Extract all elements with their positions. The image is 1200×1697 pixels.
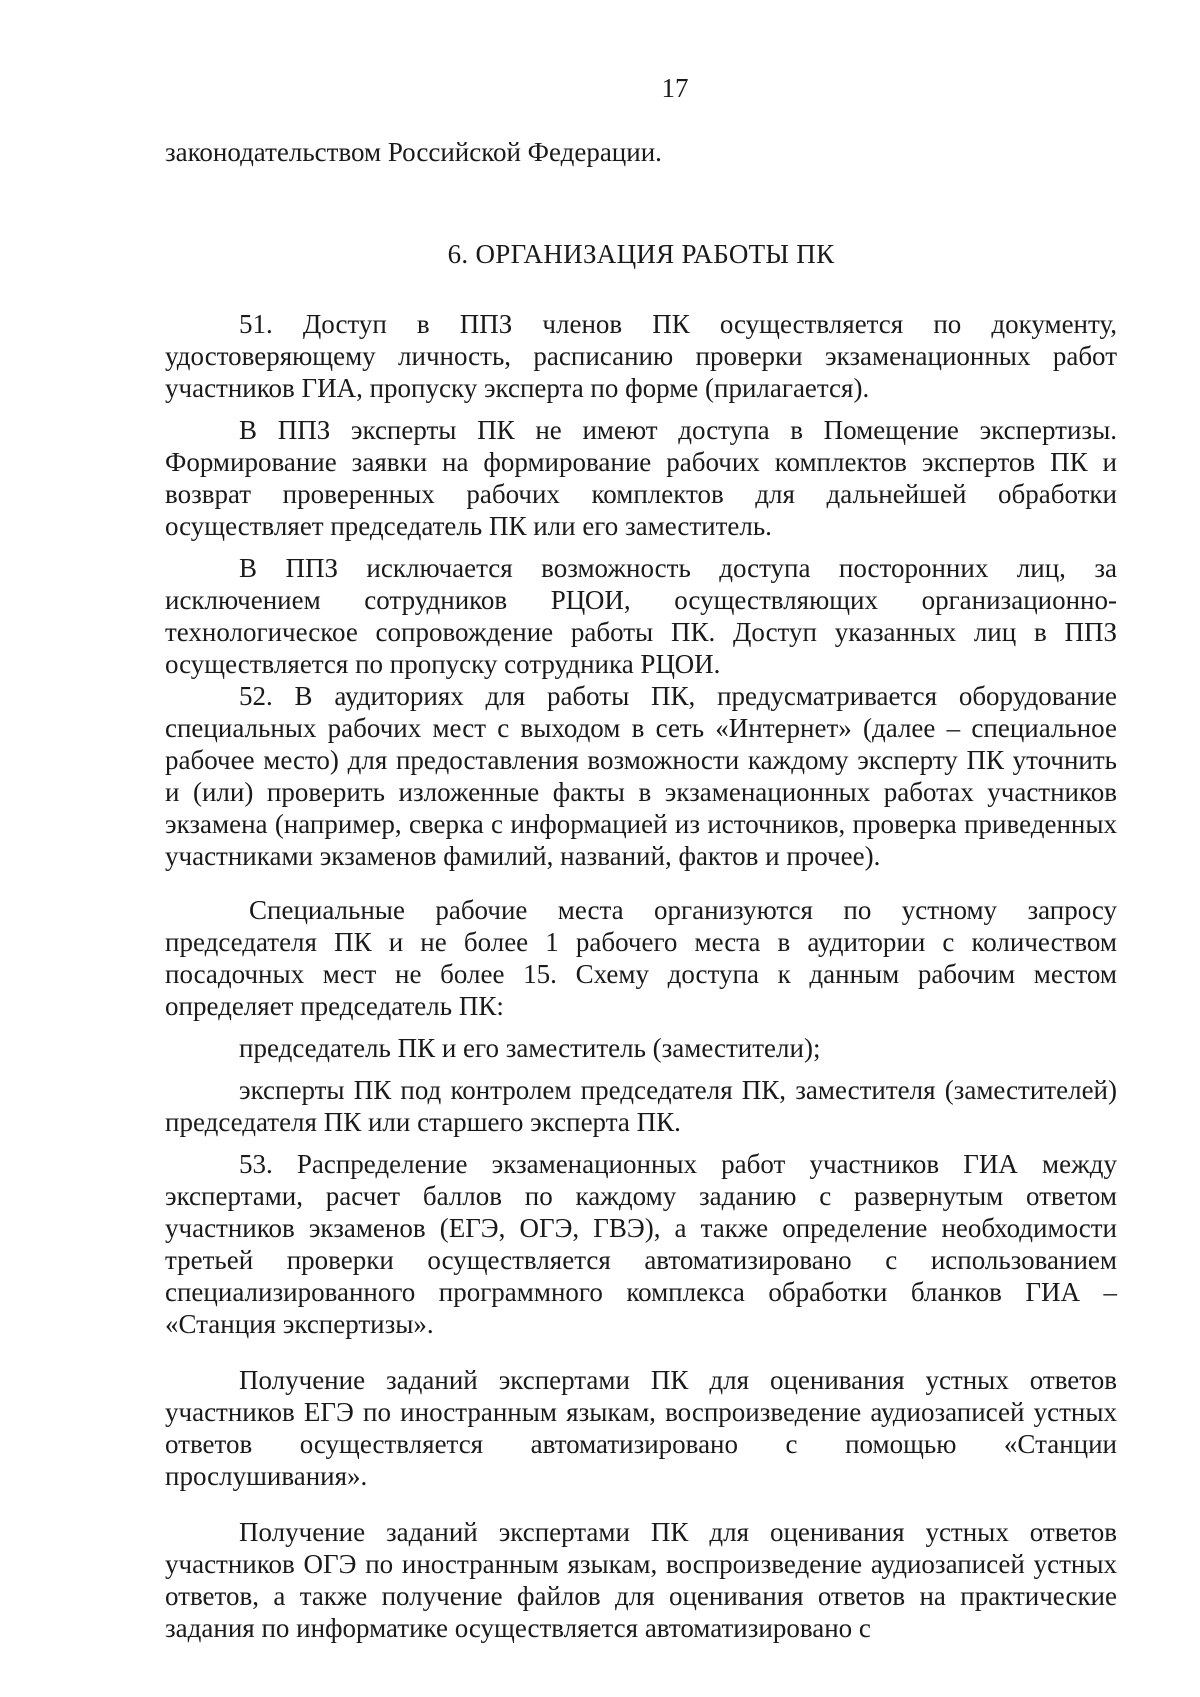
paragraph-53-ege-oral: Получение заданий экспертами ПК для оценивания устных ответов участников ЕГЭ по иностранным языкам, воспроизведение аудиозаписей устных ответов осуществляется автоматизировано с помощью «Станции прослушивания». [165,1365,1117,1491]
list-item-chair: председатель ПК и его заместитель (заместители); [239,1033,821,1063]
paragraph-53: 53. Распределение экзаменационных работ участников ГИА между экспертами, расчет баллов по каждому заданию с развернутым ответом участников экзаменов (ЕГЭ, ОГЭ, ГВЭ), а также определение необходимости третьей проверки осуществляется автоматизировано с использованием специализированного программного комплекса обработки бланков ГИА – «Станция экспертизы». [165,1149,1117,1339]
paragraph-52-workplaces: Специальные рабочие места организуются по устному запросу председателя ПК и не более 1 рабочего места в аудитории с количеством посадочных мест не более 15. Схему доступа к данным рабочим местом определяет председатель ПК: [165,895,1117,1021]
paragraph-51-access: В ППЗ эксперты ПК не имеют доступа в Помещение экспертизы. Формирование заявки на формирование рабочих комплектов экспертов ПК и возврат проверенных рабочих комплектов для дальнейшей обработки осуществляет председатель ПК или его заместитель. [165,415,1117,541]
list-item-experts: эксперты ПК под контролем председателя ПК, заместителя (заместителей) председателя ПК или старшего эксперта ПК. [165,1075,1117,1137]
paragraph-53-oge-oral: Получение заданий экспертами ПК для оценивания устных ответов участников ОГЭ по иностранным языкам, воспроизведение аудиозаписей устных ответов, а также получение файлов для оценивания ответов на практические задания по информатике осуществляется автоматизировано с [165,1517,1117,1643]
paragraph-51-restriction: В ППЗ исключается возможность доступа посторонних лиц, за исключением сотрудников РЦОИ, осуществляющих организационно-технологическое сопровождение работы ПК. Доступ указанных лиц в ППЗ осуществляется по пропуску сотрудника РЦОИ. [165,553,1117,679]
section-heading: 6. ОРГАНИЗАЦИЯ РАБОТЫ ПК [447,239,835,269]
paragraph-continuation: законодательством Российской Федерации. [165,137,662,167]
paragraph-52: 52. В аудиториях для работы ПК, предусматривается оборудование специальных рабочих мест с выходом в сеть «Интернет» (далее – специальное рабочее место) для предоставления возможности каждому эксперту ПК уточнить и (или) проверить изложенные факты в экзаменационных работах участников экзамена (например, сверка с информацией из источников, проверка приведенных участниками экзаменов фамилий, названий, фактов и прочее). [165,681,1117,871]
paragraph-51: 51. Доступ в ППЗ членов ПК осуществляется по документу, удостоверяющему личность, расписанию проверки экзаменационных работ участников ГИА, пропуску эксперта по форме (прилагается). [165,309,1117,403]
page-number: 17 [661,73,689,103]
document-body [165,136,1117,1644]
